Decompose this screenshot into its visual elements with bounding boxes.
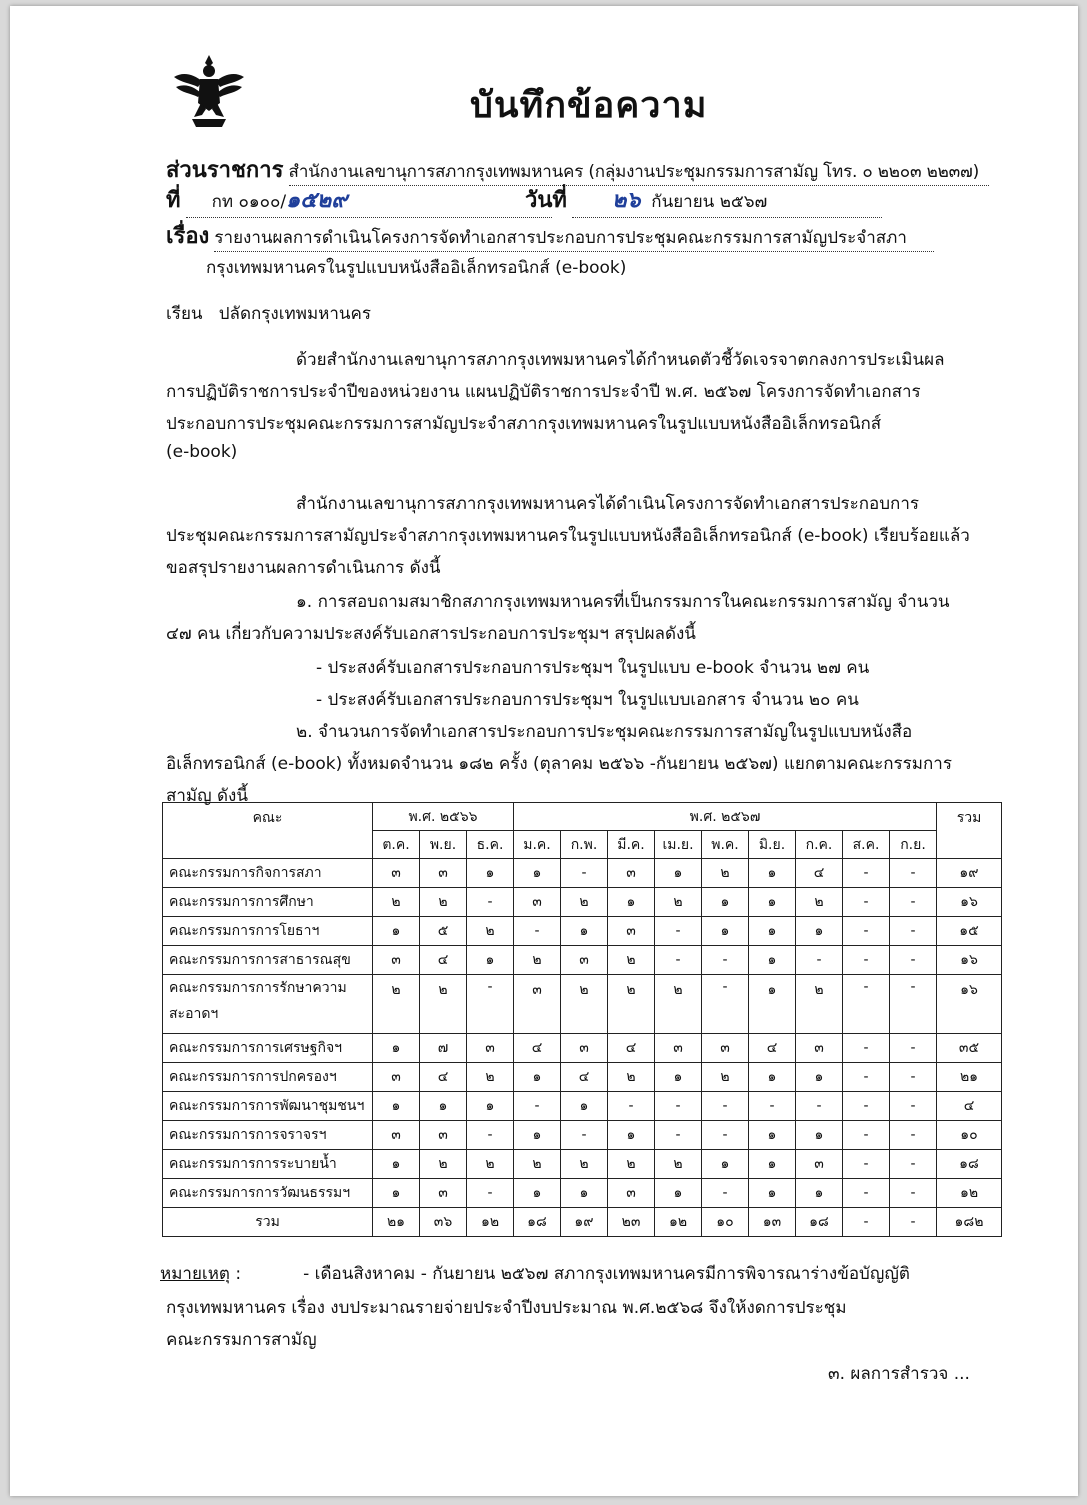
count-cell: -	[655, 1092, 702, 1121]
count-cell: ๑	[655, 859, 702, 888]
committee-name-line: คณะกรรมการกิจการสภา	[169, 865, 322, 881]
note-line2: กรุงเทพมหานคร เรื่อง งบประมาณรายจ่ายประจำปีงบประมาณ พ.ศ.๒๕๖๘ จึงให้งดการประชุม	[166, 1298, 847, 1318]
count-cell: ๓	[608, 917, 655, 946]
row-total-cell: ๑๙	[937, 859, 1002, 888]
count-cell: ๒	[655, 888, 702, 917]
count-cell: -	[890, 1092, 937, 1121]
count-cell: -	[467, 975, 514, 1034]
count-cell: ๑	[749, 975, 796, 1034]
salutation	[166, 300, 371, 327]
table-row	[163, 917, 1002, 946]
sum-row	[163, 1208, 1002, 1237]
row-total-cell: ๑๖	[937, 946, 1002, 975]
count-cell: -	[467, 1121, 514, 1150]
count-cell: -	[843, 1121, 890, 1150]
ref-value	[186, 182, 552, 218]
count-cell: -	[561, 859, 608, 888]
count-cell: ๒	[796, 888, 843, 917]
count-cell: ๓	[420, 859, 467, 888]
para2-line: สำนักงานเลขานุการสภากรุงเทพมหานครได้ดำเนินโครงการจัดทำเอกสารประกอบการ	[296, 494, 920, 514]
committee-name	[163, 1034, 373, 1063]
committee-name-line: คณะกรรมการการจราจรฯ	[169, 1127, 327, 1143]
table-body	[163, 859, 1002, 1237]
salutation-label: เรียน	[166, 304, 203, 324]
count-cell: ๑	[561, 1179, 608, 1208]
count-cell: ๑	[561, 917, 608, 946]
committee-name	[163, 975, 373, 1034]
count-cell: ๑	[749, 1063, 796, 1092]
count-cell: ๑	[749, 1150, 796, 1179]
count-cell: ๒	[561, 1150, 608, 1179]
count-cell: -	[467, 1179, 514, 1208]
count-cell: -	[890, 1121, 937, 1150]
count-cell: ๔	[608, 1034, 655, 1063]
count-cell: ๑	[655, 1179, 702, 1208]
subject-line1: รายงานผลการดำเนินโครงการจัดทำเอกสารประกอบการประชุมคณะกรรมการสามัญประจำสภา	[214, 224, 934, 252]
count-cell: ๑	[749, 917, 796, 946]
row-total-cell: ๑๐	[937, 1121, 1002, 1150]
count-cell: ๓	[561, 946, 608, 975]
memo-title: บันทึกข้อความ	[470, 85, 708, 126]
month-header: พ.ค.	[702, 831, 749, 859]
count-cell: ๒	[514, 946, 561, 975]
month-header: พ.ย.	[420, 831, 467, 859]
count-cell: ๑	[514, 1121, 561, 1150]
count-cell: -	[655, 946, 702, 975]
count-cell: ๑	[796, 1121, 843, 1150]
month-header: เม.ย.	[655, 831, 702, 859]
committee-name-line: คณะกรรมการการรักษาความ	[169, 980, 347, 996]
para1-line: ด้วยสำนักงานเลขานุการสภากรุงเทพมหานครได้กำหนดตัวชี้วัดเจรจาตกลงการประเมินผล	[296, 350, 945, 370]
sum-cell: ๑๘	[514, 1208, 561, 1237]
count-cell: ๒	[702, 1063, 749, 1092]
count-cell: -	[702, 975, 749, 1034]
count-cell: -	[514, 917, 561, 946]
count-cell: ๒	[608, 946, 655, 975]
row-total-cell: ๑๕	[937, 917, 1002, 946]
count-cell: ๓	[796, 1034, 843, 1063]
count-cell: ๑	[467, 946, 514, 975]
count-cell: ๓	[373, 1063, 420, 1092]
count-cell: ๓	[420, 1179, 467, 1208]
count-cell: ๑	[796, 1063, 843, 1092]
count-cell: ๒	[514, 1150, 561, 1179]
count-cell: ๔	[796, 859, 843, 888]
count-cell: ๑	[420, 1092, 467, 1121]
count-cell: ๒	[420, 1150, 467, 1179]
year-2566-header: พ.ศ. ๒๕๖๖	[373, 803, 514, 831]
count-cell: ๒	[420, 888, 467, 917]
count-cell: ๑	[749, 888, 796, 917]
row-total-cell: ๑๘	[937, 1150, 1002, 1179]
count-cell: -	[467, 888, 514, 917]
count-cell: ๑	[514, 1063, 561, 1092]
date-rest: กันยายน ๒๕๖๗	[651, 192, 768, 212]
count-cell: -	[890, 859, 937, 888]
committee-name	[163, 946, 373, 975]
bullet-ebook: - ประสงค์รับเอกสารประกอบการประชุมฯ ในรูปแบบ e-book จำนวน ๒๗ คน	[316, 658, 870, 678]
table-row	[163, 1092, 1002, 1121]
count-cell: ๑	[749, 946, 796, 975]
count-cell: ๑	[749, 1179, 796, 1208]
subject-line2: กรุงเทพมหานครในรูปแบบหนังสืออิเล็กทรอนิกส์ (e-book)	[206, 258, 627, 278]
table-row	[163, 975, 1002, 1034]
subject-label: เรื่อง	[166, 224, 210, 249]
count-cell: ๒	[561, 975, 608, 1034]
count-cell: -	[796, 946, 843, 975]
col-total-header: รวม	[937, 803, 1002, 859]
count-cell: -	[890, 917, 937, 946]
count-cell: -	[608, 1092, 655, 1121]
sum-cell: ๑๒	[655, 1208, 702, 1237]
committee-name-line: คณะกรรมการการระบายน้ำ	[169, 1156, 337, 1172]
para1-line: การปฏิบัติราชการประจำปีของหน่วยงาน แผนปฏิบัติราชการประจำปี พ.ศ. ๒๕๖๗ โครงการจัดทำเอกสาร	[166, 382, 921, 402]
ref-prefix: กท ๐๑๐๐/	[211, 192, 287, 212]
count-cell: -	[749, 1092, 796, 1121]
count-cell: -	[843, 1179, 890, 1208]
subject-row	[166, 218, 934, 253]
count-cell: ๑	[373, 1179, 420, 1208]
count-cell: -	[890, 946, 937, 975]
count-cell: -	[843, 888, 890, 917]
count-cell: -	[514, 1092, 561, 1121]
count-cell: ๓	[373, 859, 420, 888]
count-cell: ๑	[373, 1034, 420, 1063]
count-cell: ๑	[467, 1092, 514, 1121]
count-cell: ๔	[561, 1063, 608, 1092]
committee-name	[163, 1121, 373, 1150]
count-cell: -	[890, 1179, 937, 1208]
committee-name-line: สะอาดฯ	[169, 1006, 219, 1022]
row-total-cell: ๔	[937, 1092, 1002, 1121]
count-cell: -	[843, 946, 890, 975]
item2-line: ๒. จำนวนการจัดทำเอกสารประกอบการประชุมคณะกรรมการสามัญในรูปแบบหนังสือ	[296, 722, 913, 742]
para2-line: ขอสรุปรายงานผลการดำเนินการ ดังนี้	[166, 558, 441, 578]
count-cell: -	[890, 1063, 937, 1092]
month-header: ก.พ.	[561, 831, 608, 859]
sum-cell: ๒๑	[373, 1208, 420, 1237]
count-cell: ๒	[608, 1063, 655, 1092]
count-cell: ๑	[608, 1121, 655, 1150]
count-cell: ๓	[373, 946, 420, 975]
count-cell: ๑	[796, 917, 843, 946]
para2-line: ประชุมคณะกรรมการสามัญประจำสภากรุงเทพมหานครในรูปแบบหนังสืออิเล็กทรอนิกส์ (e-book) เรียบร้อยแล้ว	[166, 526, 970, 546]
count-cell: ๑	[608, 888, 655, 917]
count-cell: ๑	[514, 1179, 561, 1208]
count-cell: ๓	[796, 1150, 843, 1179]
date-label: วันที่	[525, 188, 567, 213]
count-cell: ๓	[420, 1121, 467, 1150]
month-header: มิ.ย.	[749, 831, 796, 859]
ref-number: ๑๕๒๙	[286, 188, 348, 213]
count-cell: -	[843, 1034, 890, 1063]
ref-row	[166, 182, 552, 218]
agency-value: สำนักงานเลขานุการสภากรุงเทพมหานคร (กลุ่มงานประชุมกรรมการสามัญ โทร. ๐ ๒๒๐๓ ๒๒๓๗)	[289, 158, 989, 186]
table-row	[163, 1121, 1002, 1150]
committee-name	[163, 859, 373, 888]
row-total-cell: ๑๖	[937, 888, 1002, 917]
note-text1: - เดือนสิงหาคม - กันยายน ๒๕๖๗ สภากรุงเทพมหานครมีการพิจารณาร่างข้อบัญญัติ	[303, 1264, 910, 1284]
count-cell: -	[843, 859, 890, 888]
table-row	[163, 888, 1002, 917]
count-cell: -	[890, 975, 937, 1034]
committee-name-line: คณะกรรมการการเศรษฐกิจฯ	[169, 1040, 343, 1056]
committee-name	[163, 1179, 373, 1208]
count-cell: ๒	[655, 975, 702, 1034]
count-cell: ๓	[702, 1034, 749, 1063]
committee-name-line: คณะกรรมการการพัฒนาชุมชนฯ	[169, 1098, 365, 1114]
committee-name	[163, 917, 373, 946]
row-total-cell: ๒๑	[937, 1063, 1002, 1092]
committee-name	[163, 1150, 373, 1179]
count-cell: ๒	[467, 917, 514, 946]
count-cell: ๒	[420, 975, 467, 1034]
count-cell: -	[890, 888, 937, 917]
ref-label: ที่	[166, 188, 181, 213]
date-row	[525, 182, 882, 218]
count-cell: -	[561, 1121, 608, 1150]
para1-line: (e-book)	[166, 442, 238, 462]
month-header: ต.ค.	[373, 831, 420, 859]
count-cell: ๓	[608, 859, 655, 888]
bullet-paper: - ประสงค์รับเอกสารประกอบการประชุมฯ ในรูปแบบเอกสาร จำนวน ๒๐ คน	[316, 690, 859, 710]
count-cell: ๒	[608, 975, 655, 1034]
count-cell: ๒	[467, 1063, 514, 1092]
table-row	[163, 946, 1002, 975]
table-row	[163, 1063, 1002, 1092]
count-cell: ๑	[749, 859, 796, 888]
count-cell: -	[702, 1121, 749, 1150]
note-colon: :	[235, 1264, 242, 1284]
count-cell: ๑	[467, 859, 514, 888]
count-cell: ๑	[796, 1179, 843, 1208]
note-line1	[160, 1260, 910, 1287]
sum-cell: ๑๓	[749, 1208, 796, 1237]
salutation-to: ปลัดกรุงเทพมหานคร	[218, 304, 372, 324]
count-cell: -	[843, 975, 890, 1034]
date-day: ๒๖	[612, 188, 641, 213]
month-header: มี.ค.	[608, 831, 655, 859]
count-cell: -	[890, 1034, 937, 1063]
count-cell: ๑	[373, 917, 420, 946]
sum-cell: ๑๘	[796, 1208, 843, 1237]
count-cell: -	[843, 1150, 890, 1179]
count-cell: ๑	[561, 1092, 608, 1121]
count-cell: ๔	[420, 946, 467, 975]
year-2567-header: พ.ศ. ๒๕๖๗	[514, 803, 937, 831]
count-cell: ๔	[749, 1034, 796, 1063]
month-header: ก.ย.	[890, 831, 937, 859]
count-cell: ๔	[514, 1034, 561, 1063]
committee-name-line: คณะกรรมการการวัฒนธรรมฯ	[169, 1185, 351, 1201]
grand-total-cell: ๑๘๒	[937, 1208, 1002, 1237]
count-cell: -	[843, 1063, 890, 1092]
month-header: ก.ค.	[796, 831, 843, 859]
count-cell: ๑	[749, 1121, 796, 1150]
item2-line: สามัญ ดังนี้	[166, 786, 248, 806]
count-cell: ๒	[796, 975, 843, 1034]
count-cell: ๓	[467, 1034, 514, 1063]
count-cell: ๓	[514, 888, 561, 917]
count-cell: -	[890, 1150, 937, 1179]
sum-cell: ๑๙	[561, 1208, 608, 1237]
count-cell: ๓	[514, 975, 561, 1034]
item2-line: อิเล็กทรอนิกส์ (e-book) ทั้งหมดจำนวน ๑๘๒ ครั้ง (ตุลาคม ๒๕๖๖ -กันยายน ๒๕๖๗) แยกตามคณะกรรมการ	[166, 754, 952, 774]
count-cell: ๒	[561, 888, 608, 917]
sum-cell: ๑๐	[702, 1208, 749, 1237]
table-row	[163, 1150, 1002, 1179]
garuda-emblem-icon	[170, 51, 248, 131]
committee-name	[163, 1063, 373, 1092]
table-row	[163, 1179, 1002, 1208]
count-cell: ๒	[655, 1150, 702, 1179]
sum-cell: -	[890, 1208, 937, 1237]
count-cell: ๒	[702, 859, 749, 888]
committee-name-line: คณะกรรมการการโยธาฯ	[169, 923, 320, 939]
count-cell: ๓	[373, 1121, 420, 1150]
month-header: ม.ค.	[514, 831, 561, 859]
committee-name	[163, 1092, 373, 1121]
committee-name-line: คณะกรรมการการศึกษา	[169, 894, 314, 910]
count-cell: -	[796, 1092, 843, 1121]
note-line3: คณะกรรมการสามัญ	[166, 1330, 317, 1350]
count-cell: -	[655, 1121, 702, 1150]
col-committee-header: คณะ	[163, 803, 373, 859]
para1-line: ประกอบการประชุมคณะกรรมการสามัญประจำสภากรุงเทพมหานครในรูปแบบหนังสืออิเล็กทรอนิกส์	[166, 414, 882, 434]
count-cell: ๑	[655, 1063, 702, 1092]
count-cell: -	[655, 917, 702, 946]
count-cell: -	[702, 946, 749, 975]
count-cell: ๑	[702, 917, 749, 946]
count-cell: ๑	[373, 1150, 420, 1179]
count-cell: -	[702, 1179, 749, 1208]
count-cell: ๗	[420, 1034, 467, 1063]
committee-name	[163, 888, 373, 917]
sum-cell: ๑๒	[467, 1208, 514, 1237]
ebook-stats-table	[162, 802, 1002, 1237]
table-row	[163, 859, 1002, 888]
count-cell: ๓	[561, 1034, 608, 1063]
count-cell: -	[843, 1092, 890, 1121]
sum-cell: -	[843, 1208, 890, 1237]
count-cell: ๑	[514, 859, 561, 888]
count-cell: ๒	[608, 1150, 655, 1179]
count-cell: ๒	[373, 975, 420, 1034]
count-cell: -	[702, 1092, 749, 1121]
committee-name-line: คณะกรรมการการสาธารณสุข	[169, 952, 351, 968]
date-value	[572, 182, 882, 218]
committee-name-line: คณะกรรมการการปกครองฯ	[169, 1069, 337, 1085]
table-row	[163, 1034, 1002, 1063]
month-header: ธ.ค.	[467, 831, 514, 859]
continuation-text: ๓. ผลการสำรวจ ...	[828, 1364, 970, 1384]
sum-cell: ๒๓	[608, 1208, 655, 1237]
month-header: ส.ค.	[843, 831, 890, 859]
memo-page	[10, 6, 1078, 1496]
count-cell: ๓	[608, 1179, 655, 1208]
agency-label: ส่วนราชการ	[166, 158, 284, 183]
count-cell: ๔	[420, 1063, 467, 1092]
item1-line: ๑. การสอบถามสมาชิกสภากรุงเทพมหานครที่เป็นกรรมการในคณะกรรมการสามัญ จำนวน	[296, 592, 950, 612]
count-cell: ๒	[373, 888, 420, 917]
row-total-cell: ๓๕	[937, 1034, 1002, 1063]
count-cell: ๑	[373, 1092, 420, 1121]
count-cell: ๑	[702, 1150, 749, 1179]
item1-line: ๔๗ คน เกี่ยวกับความประสงค์รับเอกสารประกอบการประชุมฯ สรุปผลดังนี้	[166, 624, 696, 644]
note-label: หมายเหตุ	[160, 1264, 230, 1284]
count-cell: ๓	[655, 1034, 702, 1063]
count-cell: -	[843, 917, 890, 946]
count-cell: ๑	[702, 888, 749, 917]
row-total-cell: ๑๒	[937, 1179, 1002, 1208]
row-total-cell: ๑๖	[937, 975, 1002, 1034]
sum-label: รวม	[163, 1208, 373, 1237]
sum-cell: ๓๖	[420, 1208, 467, 1237]
count-cell: ๒	[467, 1150, 514, 1179]
count-cell: ๕	[420, 917, 467, 946]
